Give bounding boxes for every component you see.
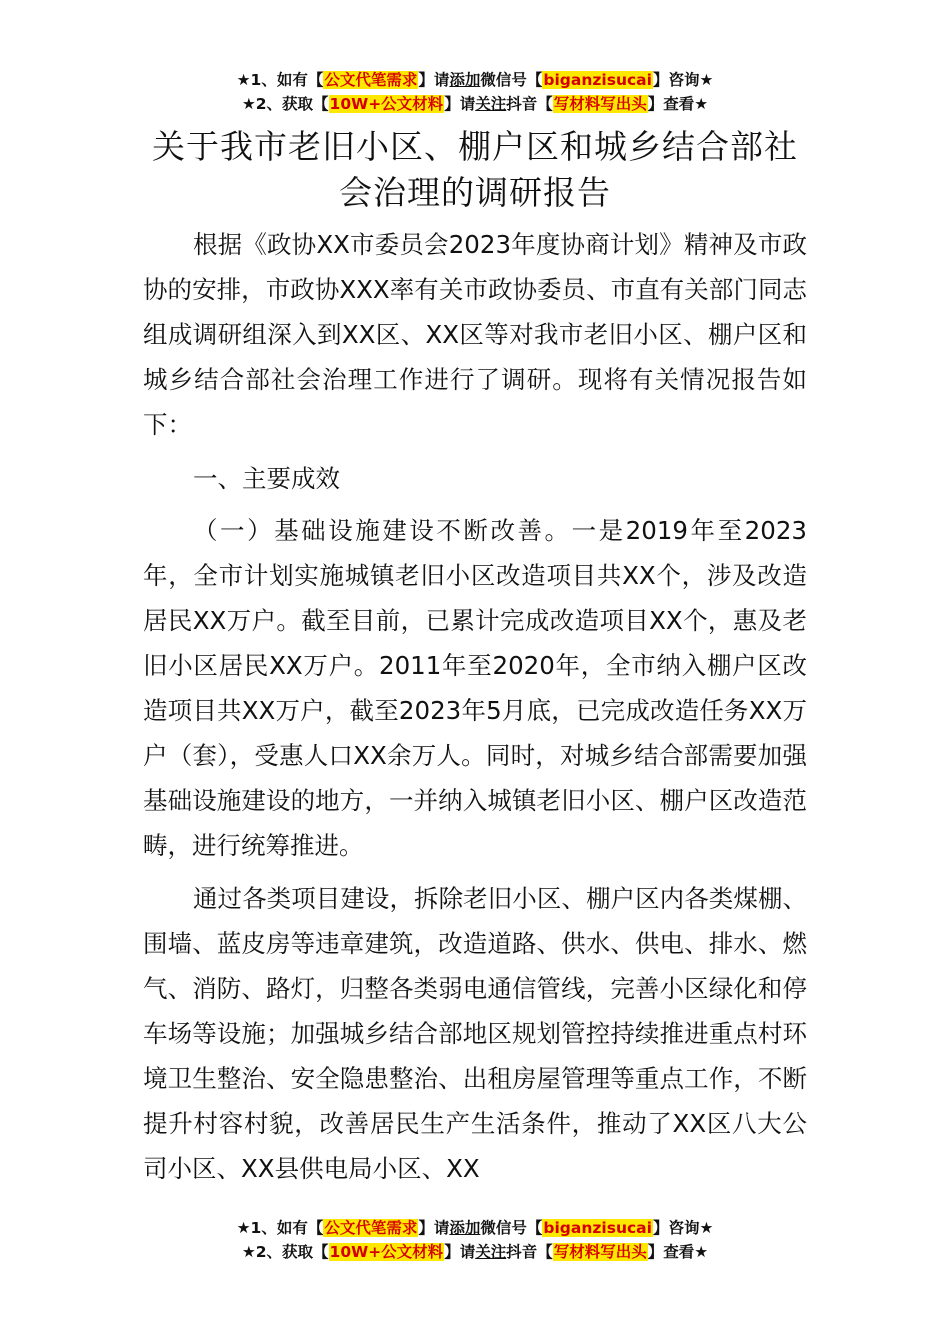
promo-highlight: 10W+公文材料 [329,1243,444,1261]
document-title: 关于我市老旧小区、棚户区和城乡结合部社会治理的调研报告 [152,127,798,212]
promo-text: 】查看★ [647,1243,709,1261]
promo-highlight: 公文代笔需求 [324,71,418,89]
promo-underlined: 关注 [475,1243,507,1261]
promo-text: 】查看★ [647,95,709,113]
promo-line-2 [0,1240,950,1264]
promo-text: 】请 [444,95,476,113]
paragraph-projects: 通过各类项目建设，拆除老旧小区、棚户区内各类煤棚、围墙、蓝皮房等违章建筑，改造道路、供水、供电、排水、燃气、消防、路灯，归整各类弱电通信管线，完善小区绿化和停车场等设施；加强城乡结合部地区规划管控持续推进重点村环境卫生整治、安全隐患整治、出租房屋管理等重点工作，不断提升村容村貌，改善居民生产生活条件，推动了XX区八大公司小区、XX县供电局小区、XX [143,884,807,1183]
section-heading: 一、主要成效 [193,464,340,493]
promo-underlined: 添加 [449,1219,481,1237]
promo-highlight: 10W+公文材料 [329,95,444,113]
promo-text: 抖音【 [506,1243,553,1261]
paragraph-infrastructure: （一）基础设施建设不断改善。一是2019年至2023年，全市计划实施城镇老旧小区改造项目共XX个，涉及改造居民XX万户。截至目前，已累计完成改造项目XX个，惠及老旧小区居民XX万户。2011年至2020年，全市纳入棚户区改造项目共XX万户，截至2023年5月底，已完成改造任务XX万户（套），受惠人口XX余万人。同时，对城乡结合部需要加强基础设施建设的地方，一并纳入城镇老旧小区、棚户区改造范畴，进行统筹推进。 [143,516,807,860]
promo-text: 微信号【 [480,71,543,89]
promo-line-1 [0,68,950,92]
promo-text: ★1、如有【 [236,1219,324,1237]
promo-highlight: biganzisucai [543,71,652,89]
promo-highlight: 写材料写出头 [553,95,647,113]
promo-text: ★2、获取【 [241,95,329,113]
paragraph-intro: 根据《政协XX市委员会2023年度协商计划》精神及市政协的安排，市政协XXX率有关市政协委员、市直有关部门同志组成调研组深入到XX区、XX区等对我市老旧小区、棚户区和城乡结合部社会治理工作进行了调研。现将有关情况报告如下： [143,230,807,439]
promo-line-2 [0,92,950,116]
promo-text: 】咨询★ [652,1219,714,1237]
promo-highlight: biganzisucai [543,1219,652,1237]
promo-text: 】请 [444,1243,476,1261]
promo-text: ★2、获取【 [241,1243,329,1261]
promo-banner-bottom [0,1216,950,1264]
promo-underlined: 添加 [449,71,481,89]
promo-underlined: 关注 [475,95,507,113]
promo-banner-top [0,68,950,116]
promo-text: 微信号【 [480,1219,543,1237]
promo-text: ★1、如有【 [236,71,324,89]
promo-text: 】请 [418,1219,450,1237]
promo-text: 抖音【 [506,95,553,113]
promo-highlight: 写材料写出头 [553,1243,647,1261]
promo-line-1 [0,1216,950,1240]
promo-highlight: 公文代笔需求 [324,1219,418,1237]
promo-text: 】请 [418,71,450,89]
promo-text: 】咨询★ [652,71,714,89]
